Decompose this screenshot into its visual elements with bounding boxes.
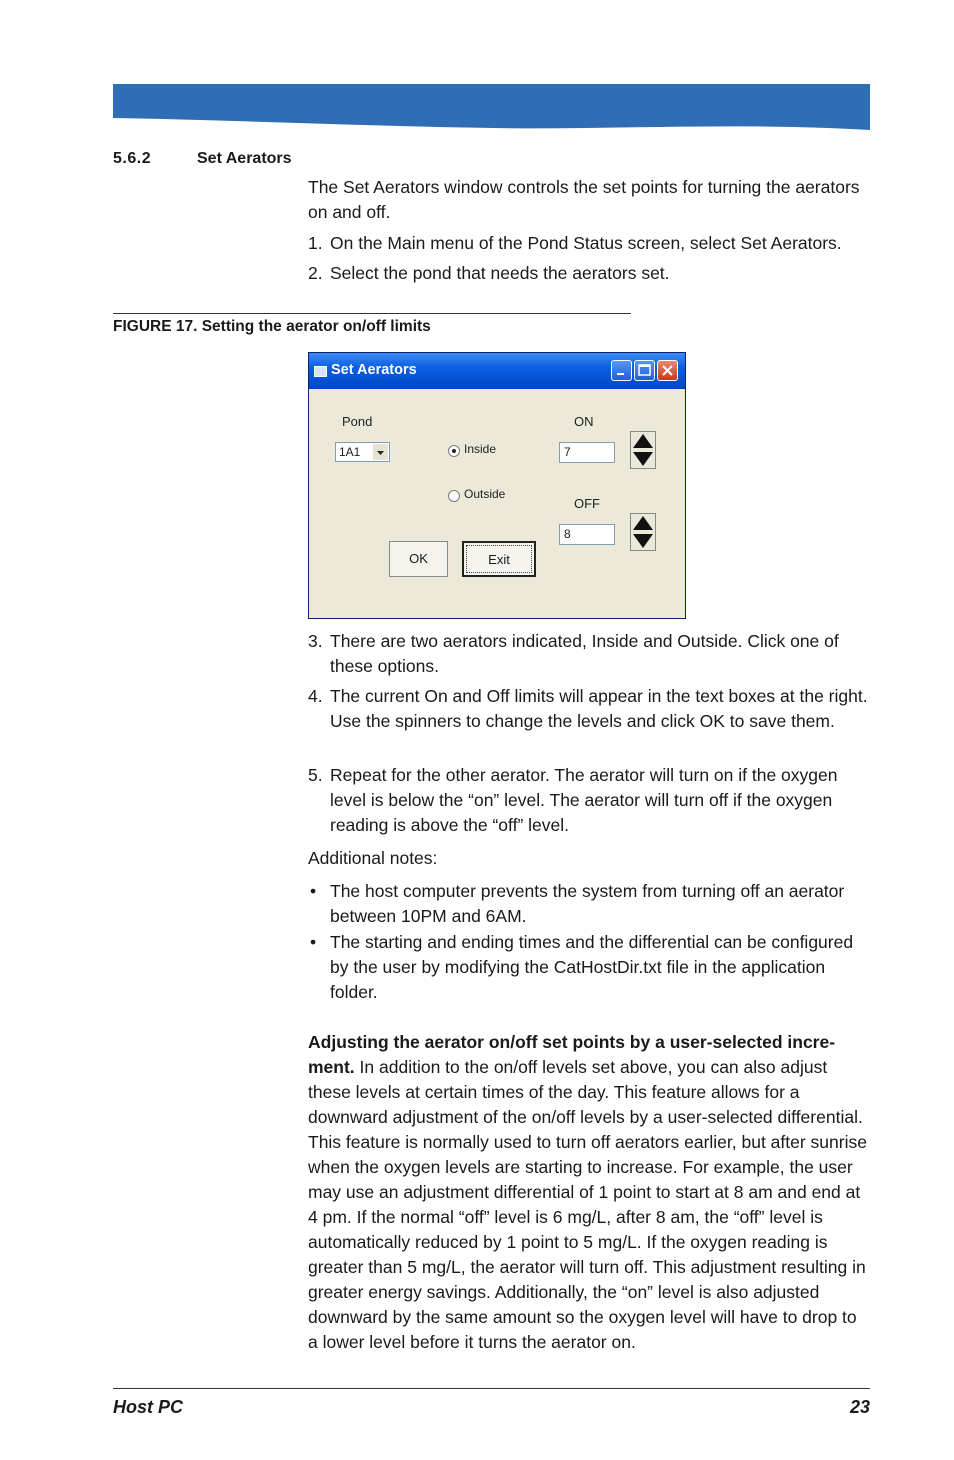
list-item	[308, 879, 870, 929]
pond-select[interactable]	[335, 442, 390, 462]
bullet-icon: •	[310, 932, 317, 952]
list-item	[308, 629, 870, 679]
bullet-icon: •	[310, 881, 317, 901]
outside-radio[interactable]	[448, 490, 460, 502]
list-item-number: 4.	[308, 686, 323, 706]
close-icon	[658, 361, 677, 380]
list-item-number: 5.	[308, 765, 323, 785]
off-value: 8	[564, 527, 571, 541]
list-item-number: 3.	[308, 631, 323, 651]
list-item-text: There are two aerators indicated, Inside and Outside. Click one of these options.	[330, 631, 839, 676]
section-number: 5.6.2	[113, 150, 152, 167]
off-value-field[interactable]	[559, 524, 615, 545]
footer-rule	[113, 1388, 870, 1389]
inside-radio-label[interactable]: Inside	[464, 442, 497, 456]
window-icon	[314, 366, 327, 377]
dialog-title: Set Aerators	[331, 362, 417, 378]
set-aerators-dialog	[308, 352, 686, 619]
list-item	[308, 684, 870, 734]
spinner-arrows-icon	[631, 514, 655, 550]
close-button[interactable]	[657, 360, 678, 381]
list-item-number: 1.	[308, 233, 323, 253]
list-item-number: 2.	[308, 263, 323, 283]
dialog-client-area	[311, 389, 683, 617]
spinner-arrows-icon	[631, 432, 655, 468]
header-banner	[113, 84, 870, 130]
exit-button[interactable]: Exit	[462, 541, 536, 577]
notes-heading: Additional notes:	[308, 848, 438, 868]
minimize-button[interactable]	[611, 360, 632, 381]
adjusting-lead: Adjusting the aerator on/off set points by a user-selected incre-ment.	[308, 1032, 836, 1077]
intro-paragraph: The Set Aerators window controls the set points for turning the aerators on and off.	[308, 177, 860, 222]
maximize-icon	[635, 361, 654, 380]
list-item-text: Select the pond that needs the aerators set.	[330, 263, 670, 283]
list-item-text: The starting and ending times and the differential can be configured by the user by modifying the CatHostDir.txt file in the application folder.	[330, 932, 854, 1002]
footer-title: Host PC	[113, 1397, 184, 1417]
minimize-icon	[612, 361, 631, 380]
on-label: ON	[574, 414, 594, 429]
figure-rule	[113, 313, 631, 314]
outside-radio-label[interactable]: Outside	[464, 487, 506, 501]
ok-button[interactable]: OK	[389, 541, 448, 577]
on-spinner[interactable]	[630, 431, 656, 469]
list-item-text: Repeat for the other aerator. The aerator will turn on if the oxygen level is below the “on” level. The aerator will turn off if the oxygen reading is above the “off” level.	[330, 765, 838, 835]
adjusting-text: In addition to the on/off levels set above, you can also adjust these levels at certain times of the day. This feature allows for a downward adjustment of the on/off levels by a user-selected differential. This feature is normally used to turn off aerators earlier, but after sunrise when the oxygen levels are starting to increase. For example, the user may use an adjustment differential of 1 point to start at 8 am and end at 4 pm. If the normal “off” level is 6 mg/L, after 8 am, the “off” level is automatically reduced by 1 point to 5 mg/L. If the oxygen reading is greater than 5 mg/L, the aerator will turn off. This adjustment resulting in greater energy savings. Additionally, the “on” level is also adjusted downward by the same amount so the oxygen level will have to drop to a lower level before it turns the aerator on.	[308, 1057, 867, 1352]
pond-label: Pond	[342, 414, 373, 429]
on-value-field[interactable]	[559, 442, 615, 463]
list-item	[308, 261, 870, 286]
list-item-text: The host computer prevents the system from turning off an aerator between 10PM and 6AM.	[330, 881, 845, 926]
list-item-text: On the Main menu of the Pond Status screen, select Set Aerators.	[330, 233, 842, 253]
chevron-down-icon[interactable]	[373, 444, 388, 460]
inside-radio[interactable]	[448, 445, 460, 457]
dialog-titlebar[interactable]	[309, 353, 685, 389]
list-item	[308, 763, 870, 838]
page-number: 23	[849, 1397, 870, 1417]
figure-caption: FIGURE 17. Setting the aerator on/off limits	[113, 318, 431, 335]
section-title: Set Aerators	[197, 150, 292, 167]
list-item-text: The current On and Off limits will appear in the text boxes at the right. Use the spinners to change the levels and click OK to save them.	[330, 686, 868, 731]
adjusting-paragraph	[308, 1030, 870, 1355]
list-item	[308, 231, 870, 256]
maximize-button[interactable]	[634, 360, 655, 381]
off-label: OFF	[574, 496, 600, 511]
list-item	[308, 930, 870, 1005]
off-spinner[interactable]	[630, 513, 656, 551]
pond-select-value: 1A1	[339, 445, 361, 459]
on-value: 7	[564, 445, 571, 459]
